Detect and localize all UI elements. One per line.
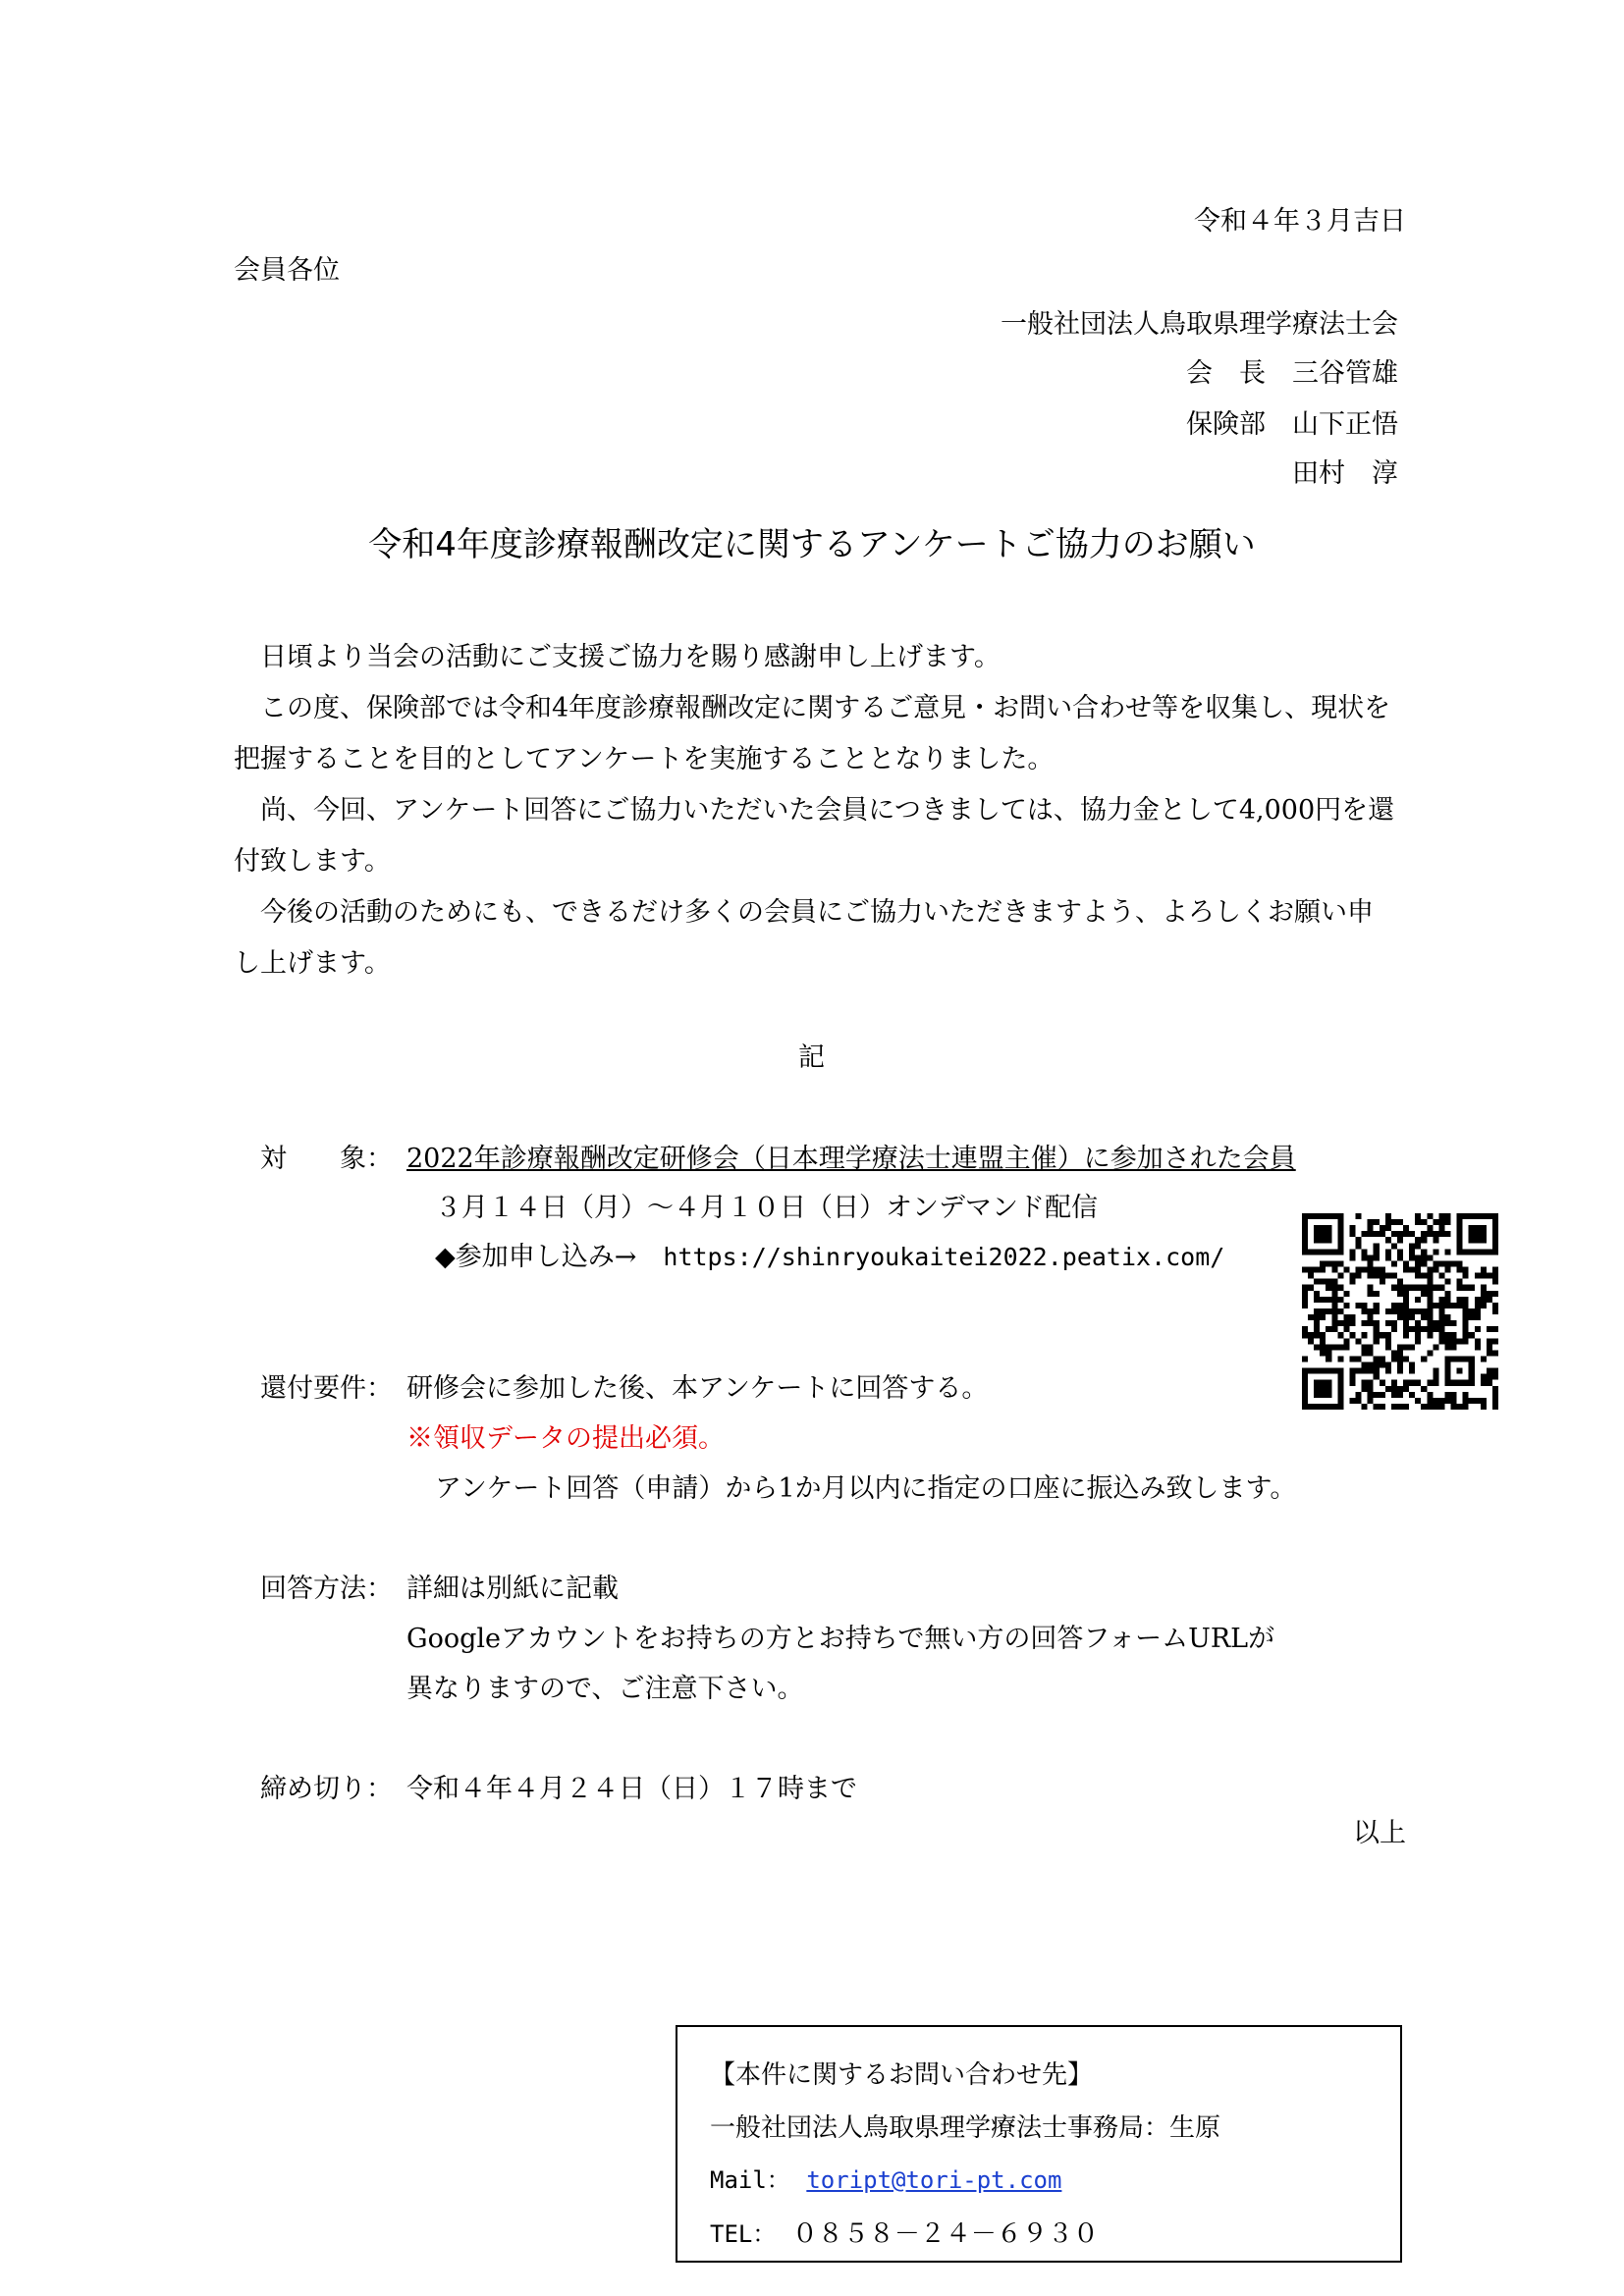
- refund-value: 研修会に参加した後、本アンケートに回答する。: [406, 1373, 989, 1404]
- paragraph-request: 今後の活動のためにも、できるだけ多くの会員にご協力いただきますよう、よろしくお願い申し上げます。: [234, 897, 1374, 979]
- president-role: 会 長: [1186, 358, 1266, 389]
- target-value: 2022年診療報酬改定研修会（日本理学療法士連盟主催）に参加された会員: [406, 1144, 1296, 1174]
- mail-link[interactable]: toript@tori-pt.com: [806, 2166, 1062, 2194]
- target-apply: [435, 1235, 1224, 1273]
- sender-organization: 一般社団法人鳥取県理学療法士会: [1001, 309, 1398, 340]
- document-title: 令和4年度診療報酬改定に関するアンケートご協力のお願い: [368, 525, 1256, 564]
- refund-note: ※領収データの提出必須。: [406, 1423, 725, 1454]
- apply-url[interactable]: https://shinryoukaitei2022.peatix.com/: [663, 1243, 1225, 1271]
- paragraph-refund: 尚、今回、アンケート回答にご協力いただいた会員につきましては、協力金として4,000円を還付致します。: [234, 795, 1395, 877]
- method-label: 回答方法：: [260, 1574, 393, 1604]
- sender-president: [1186, 351, 1398, 390]
- tel-label: TEL：: [710, 2220, 777, 2248]
- qr-code: [1302, 1213, 1498, 1410]
- addressee: 会員各位: [234, 255, 340, 286]
- president-name: 三谷管雄: [1292, 358, 1398, 389]
- refund-detail: アンケート回答（申請）から1か月以内に指定の口座に振込み致します。: [435, 1473, 1297, 1504]
- contact-office: 一般社団法人鳥取県理学療法士事務局：生原: [710, 2113, 1221, 2143]
- insurance-dept-name: 山下正悟: [1292, 409, 1398, 440]
- deadline-value: 令和４年４月２４日（日）１７時まで: [406, 1774, 857, 1804]
- sender-insurance-dept: [1186, 402, 1398, 441]
- insurance-dept-role: 保険部: [1186, 409, 1266, 440]
- paragraph-purpose: この度、保険部では令和4年度診療報酬改定に関するご意見・お問い合わせ等を収集し、現状を把握することを目的としてアンケートを実施することとなりました。: [234, 693, 1391, 774]
- apply-label: ◆参加申し込み→: [435, 1242, 637, 1272]
- target-dates: ３月１４日（月）～４月１０日（日）オンデマンド配信: [435, 1193, 1098, 1223]
- mail-label: Mail：: [710, 2166, 790, 2194]
- closing-mark: 以上: [1353, 1818, 1406, 1848]
- sender-member: 田村 淳: [1292, 458, 1398, 489]
- refund-label: 還付要件：: [260, 1373, 393, 1404]
- tel-number: ０８５８－２４－６９３０: [791, 2219, 1099, 2249]
- body-text: [234, 632, 1398, 989]
- method-value: 詳細は別紙に記載: [406, 1574, 619, 1604]
- contact-heading: 【本件に関するお問い合わせ先】: [710, 2060, 1094, 2090]
- method-line3: 異なりますので、ご注意下さい。: [406, 1674, 804, 1704]
- document-date: 令和４年３月吉日: [1194, 206, 1406, 237]
- method-line2: Googleアカウントをお持ちの方とお持ちで無い方の回答フォームURLが: [406, 1624, 1275, 1654]
- contact-mail-row: [710, 2161, 1061, 2195]
- contact-box: [676, 2025, 1402, 2263]
- contact-tel-row: [710, 2214, 1099, 2250]
- target-label: 対 象：: [260, 1144, 393, 1174]
- ki-heading: 記: [798, 1042, 825, 1073]
- deadline-label: 締め切り：: [260, 1774, 393, 1804]
- paragraph-greeting: 日頃より当会の活動にご支援ご協力を賜り感謝申し上げます。: [260, 642, 1001, 672]
